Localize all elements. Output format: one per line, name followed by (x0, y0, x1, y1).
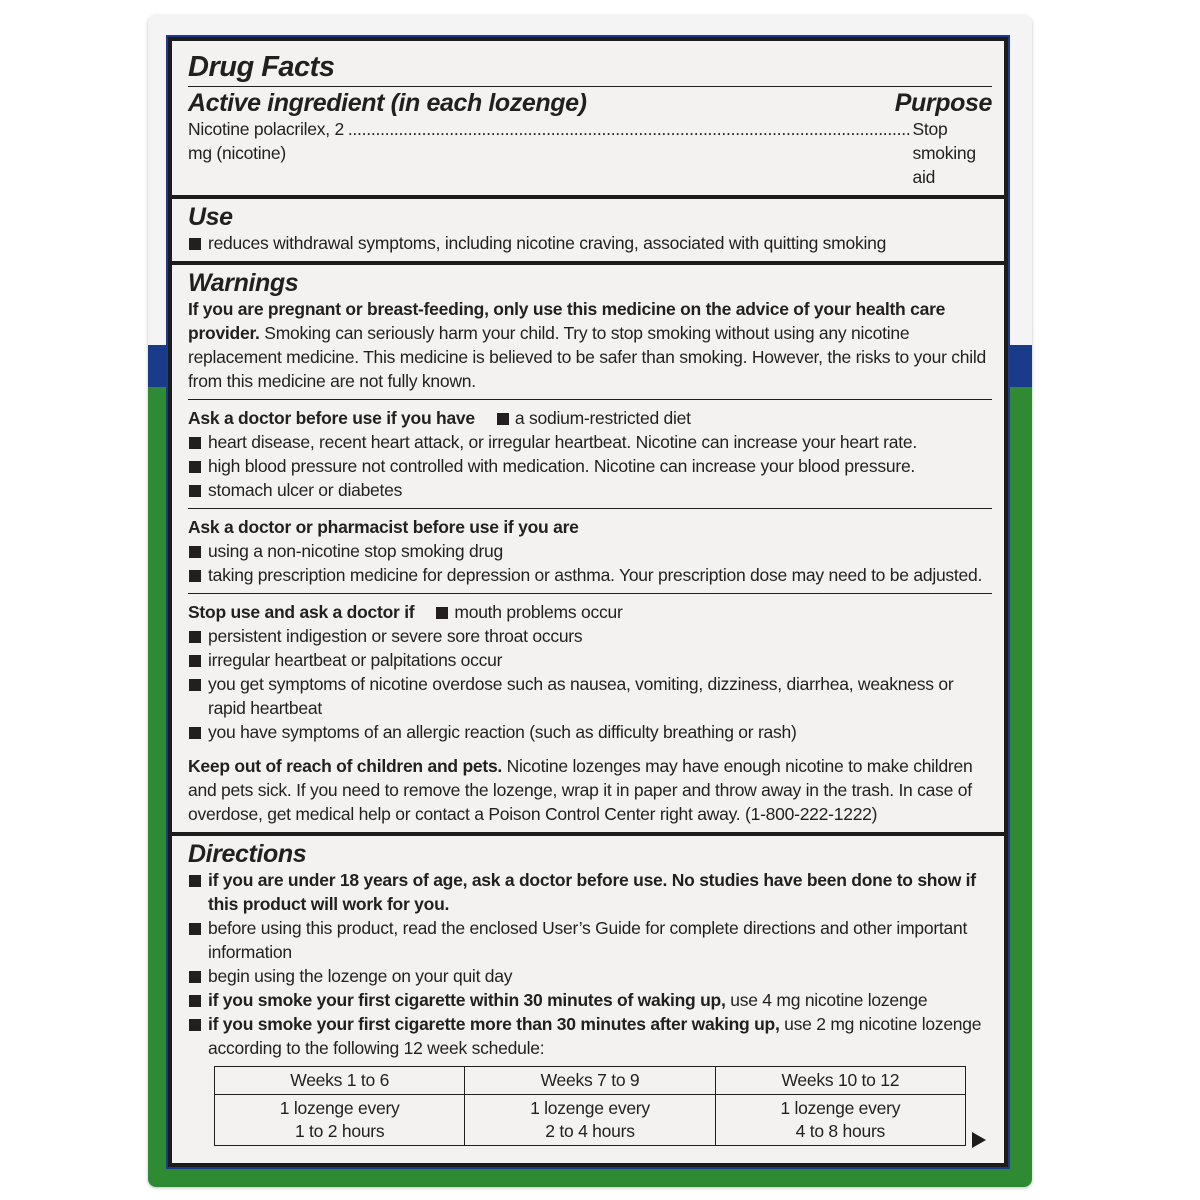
ask-doctor-inline: a sodium-restricted diet (514, 408, 691, 428)
direction-item: if you smoke your first cigarette more than 30 minutes after waking up, use 2 mg nicotine lozenge according to the following 12 week schedule: (188, 1012, 992, 1060)
list-item: irregular heartbeat or palpitations occur (188, 648, 992, 672)
list-item: taking prescription medicine for depression or asthma. Your prescription dose may need to be adjusted. (188, 563, 992, 587)
keep-out-warning: Keep out of reach of children and pets. Nicotine lozenges may have enough nicotine to make children and pets sick. If you need to remove the lozenge, wrap it in paper and throw away in the trash. In case of overdose, get medical help or contact a Poison Control Center right away. (1-800-222-1222) (188, 756, 973, 824)
drug-facts-title: Drug Facts (188, 51, 335, 83)
table-header: Weeks 10 to 12 (715, 1067, 965, 1095)
ingredient: Nicotine polacrilex, 2 mg (nicotine) (188, 119, 344, 163)
table-cell: 1 lozenge every 2 to 4 hours (465, 1095, 715, 1146)
list-item: persistent indigestion or severe sore throat occurs (188, 624, 992, 648)
pregnancy-warning: If you are pregnant or breast-feeding, only use this medicine on the advice of your health care provider. Smoking can seriously harm your child. Try to stop smoking without using any nicotine replacement medicine. This medicine is believed to be safer than smoking. However, the risks to your child from this medicine are not fully known. (188, 299, 987, 391)
list-item: high blood pressure not controlled with medication. Nicotine can increase your blood pressure. (188, 454, 992, 478)
table-cell: 1 lozenge every 4 to 8 hours (715, 1095, 965, 1146)
table-cell: 1 lozenge every 1 to 2 hours (215, 1095, 465, 1146)
purpose: Stop smoking aid (912, 119, 976, 187)
direction-item: if you are under 18 years of age, ask a doctor before use. No studies have been done to show if this product will work for you. (188, 868, 992, 916)
direction-item: begin using the lozenge on your quit day (188, 964, 992, 988)
list-item: you get symptoms of nicotine overdose such as nausea, vomiting, dizziness, diarrhea, weakness or rapid heartbeat (188, 672, 992, 720)
continued-arrow-icon (972, 1132, 986, 1148)
stop-use-heading: Stop use and ask a doctor if (188, 602, 415, 622)
direction-item: if you smoke your first cigarette within 30 minutes of waking up, use 4 mg nicotine lozenge (188, 988, 992, 1012)
purpose-heading: Purpose (894, 89, 992, 117)
dosing-schedule-table (214, 1066, 966, 1146)
ask-doctor-heading: Ask a doctor before use if you have (188, 408, 475, 428)
list-item: heart disease, recent heart attack, or irregular heartbeat. Nicotine can increase your heart rate. (188, 430, 992, 454)
direction-item: before using this product, read the enclosed User’s Guide for complete directions and other important information (188, 916, 992, 964)
use-heading: Use (188, 203, 233, 231)
table-header: Weeks 7 to 9 (465, 1067, 715, 1095)
table-header: Weeks 1 to 6 (215, 1067, 465, 1095)
stop-use-inline: mouth problems occur (454, 602, 623, 622)
list-item: you have symptoms of an allergic reaction (such as difficulty breathing or rash) (188, 720, 992, 744)
warnings-heading: Warnings (188, 269, 299, 297)
drug-facts-panel (168, 37, 1008, 1167)
list-item: using a non-nicotine stop smoking drug (188, 539, 992, 563)
ask-pharmacist-heading: Ask a doctor or pharmacist before use if you are (188, 517, 579, 537)
directions-heading: Directions (188, 840, 307, 868)
leader-dots: .......................................................................................................................... (347, 119, 911, 139)
list-item: stomach ulcer or diabetes (188, 478, 992, 502)
use-item: reduces withdrawal symptoms, including nicotine craving, associated with quitting smoking (188, 231, 992, 255)
active-ingredient-heading: Active ingredient (in each lozenge) (188, 89, 587, 117)
